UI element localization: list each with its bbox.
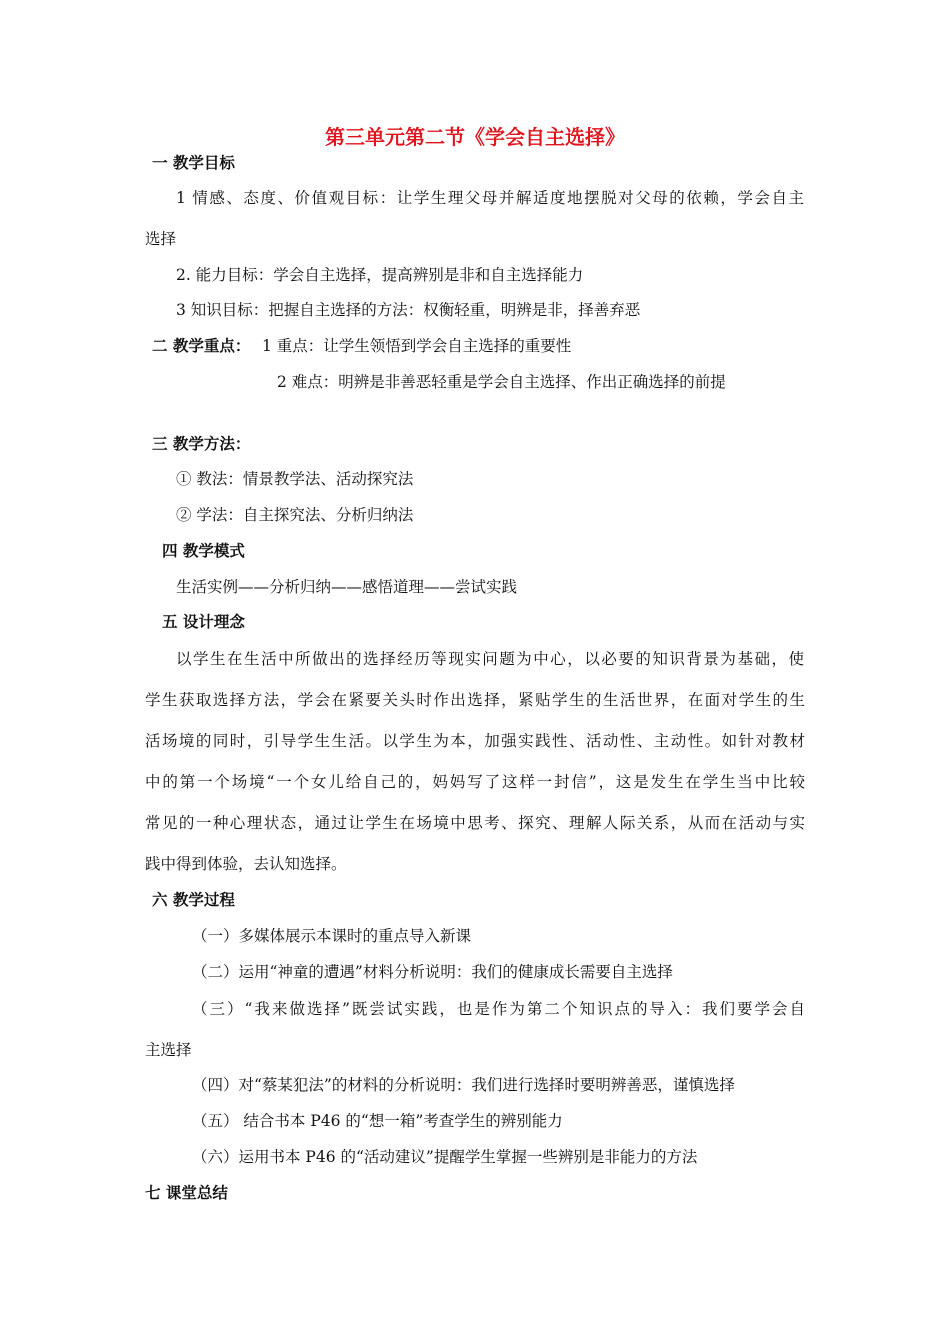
section-heading-7: 七 课堂总结: [145, 1184, 228, 1202]
section-heading-3: 三 教学方法：: [152, 435, 251, 453]
goal-item-1: 1 情感、态度、价值观目标：让学生理父母并解适度地摆脱对父母的依赖，学会自主: [176, 189, 804, 207]
process-step-2: （二）运用“神童的遭遇”材料分析说明：我们的健康成长需要自主选择: [192, 963, 673, 981]
process-step-3: （三）“我来做选择”既尝试实践，也是作为第二个知识点的导入：我们要学会自: [192, 1000, 805, 1018]
method-item-1: ① 教法：情景教学法、活动探究法: [176, 470, 414, 488]
goal-item-2: 2. 能力目标：学会自主选择，提高辨别是非和自主选择能力: [176, 266, 584, 284]
design-paragraph-line-1: 以学生在生活中所做出的选择经历等现实问题为中心，以必要的知识背景为基础，使: [176, 650, 804, 668]
method-item-2: ② 学法：自主探究法、分析归纳法: [176, 506, 414, 524]
section-heading-6: 六 教学过程: [152, 891, 235, 909]
process-step-4: （四）对“蔡某犯法”的材料的分析说明：我们进行选择时要明辨善恶，谨慎选择: [192, 1076, 735, 1094]
design-paragraph-line-3: 活场境的同时，引导学生生活。以学生为本，加强实践性、活动性、主动性。如针对教材: [145, 732, 805, 750]
goal-item-1-cont: 选择: [145, 230, 177, 248]
process-step-5: （五） 结合书本 P46 的“想一箱”考查学生的辨别能力: [192, 1112, 563, 1130]
section-heading-5: 五 设计理念: [162, 613, 245, 631]
design-paragraph-line-5: 常见的一种心理状态，通过让学生在场境中思考、探究、理解人际关系，从而在活动与实: [145, 814, 805, 832]
page-title: 第三单元第二节《学会自主选择》: [325, 125, 625, 149]
goal-item-3: 3 知识目标：把握自主选择的方法：权衡轻重，明辨是非，择善弃恶: [176, 301, 641, 319]
section-heading-2: 二 教学重点：: [152, 337, 251, 355]
process-step-6: （六）运用书本 P46 的“活动建议”提醒学生掌握一些辨别是非能力的方法: [192, 1148, 698, 1166]
design-paragraph-line-2: 学生获取选择方法，学会在紧要关头时作出选择，紧贴学生的生活世界，在面对学生的生: [145, 691, 805, 709]
key-point-2: 2 难点：明辨是非善恶轻重是学会自主选择、作出正确选择的前提: [277, 373, 726, 391]
teaching-model-text: 生活实例——分析归纳——感悟道理——尝试实践: [176, 578, 518, 596]
key-point-1: 1 重点：让学生领悟到学会自主选择的重要性: [262, 337, 572, 355]
design-paragraph-line-6: 践中得到体验，去认知选择。: [145, 855, 347, 873]
section-heading-1: 一 教学目标: [152, 154, 235, 172]
design-paragraph-line-4: 中的第一个场境“一个女儿给自己的，妈妈写了这样一封信”，这是发生在学生当中比较: [145, 773, 805, 791]
section-heading-4: 四 教学模式: [162, 542, 245, 560]
process-step-1: （一）多媒体展示本课时的重点导入新课: [192, 927, 472, 945]
process-step-3-cont: 主选择: [145, 1041, 192, 1059]
